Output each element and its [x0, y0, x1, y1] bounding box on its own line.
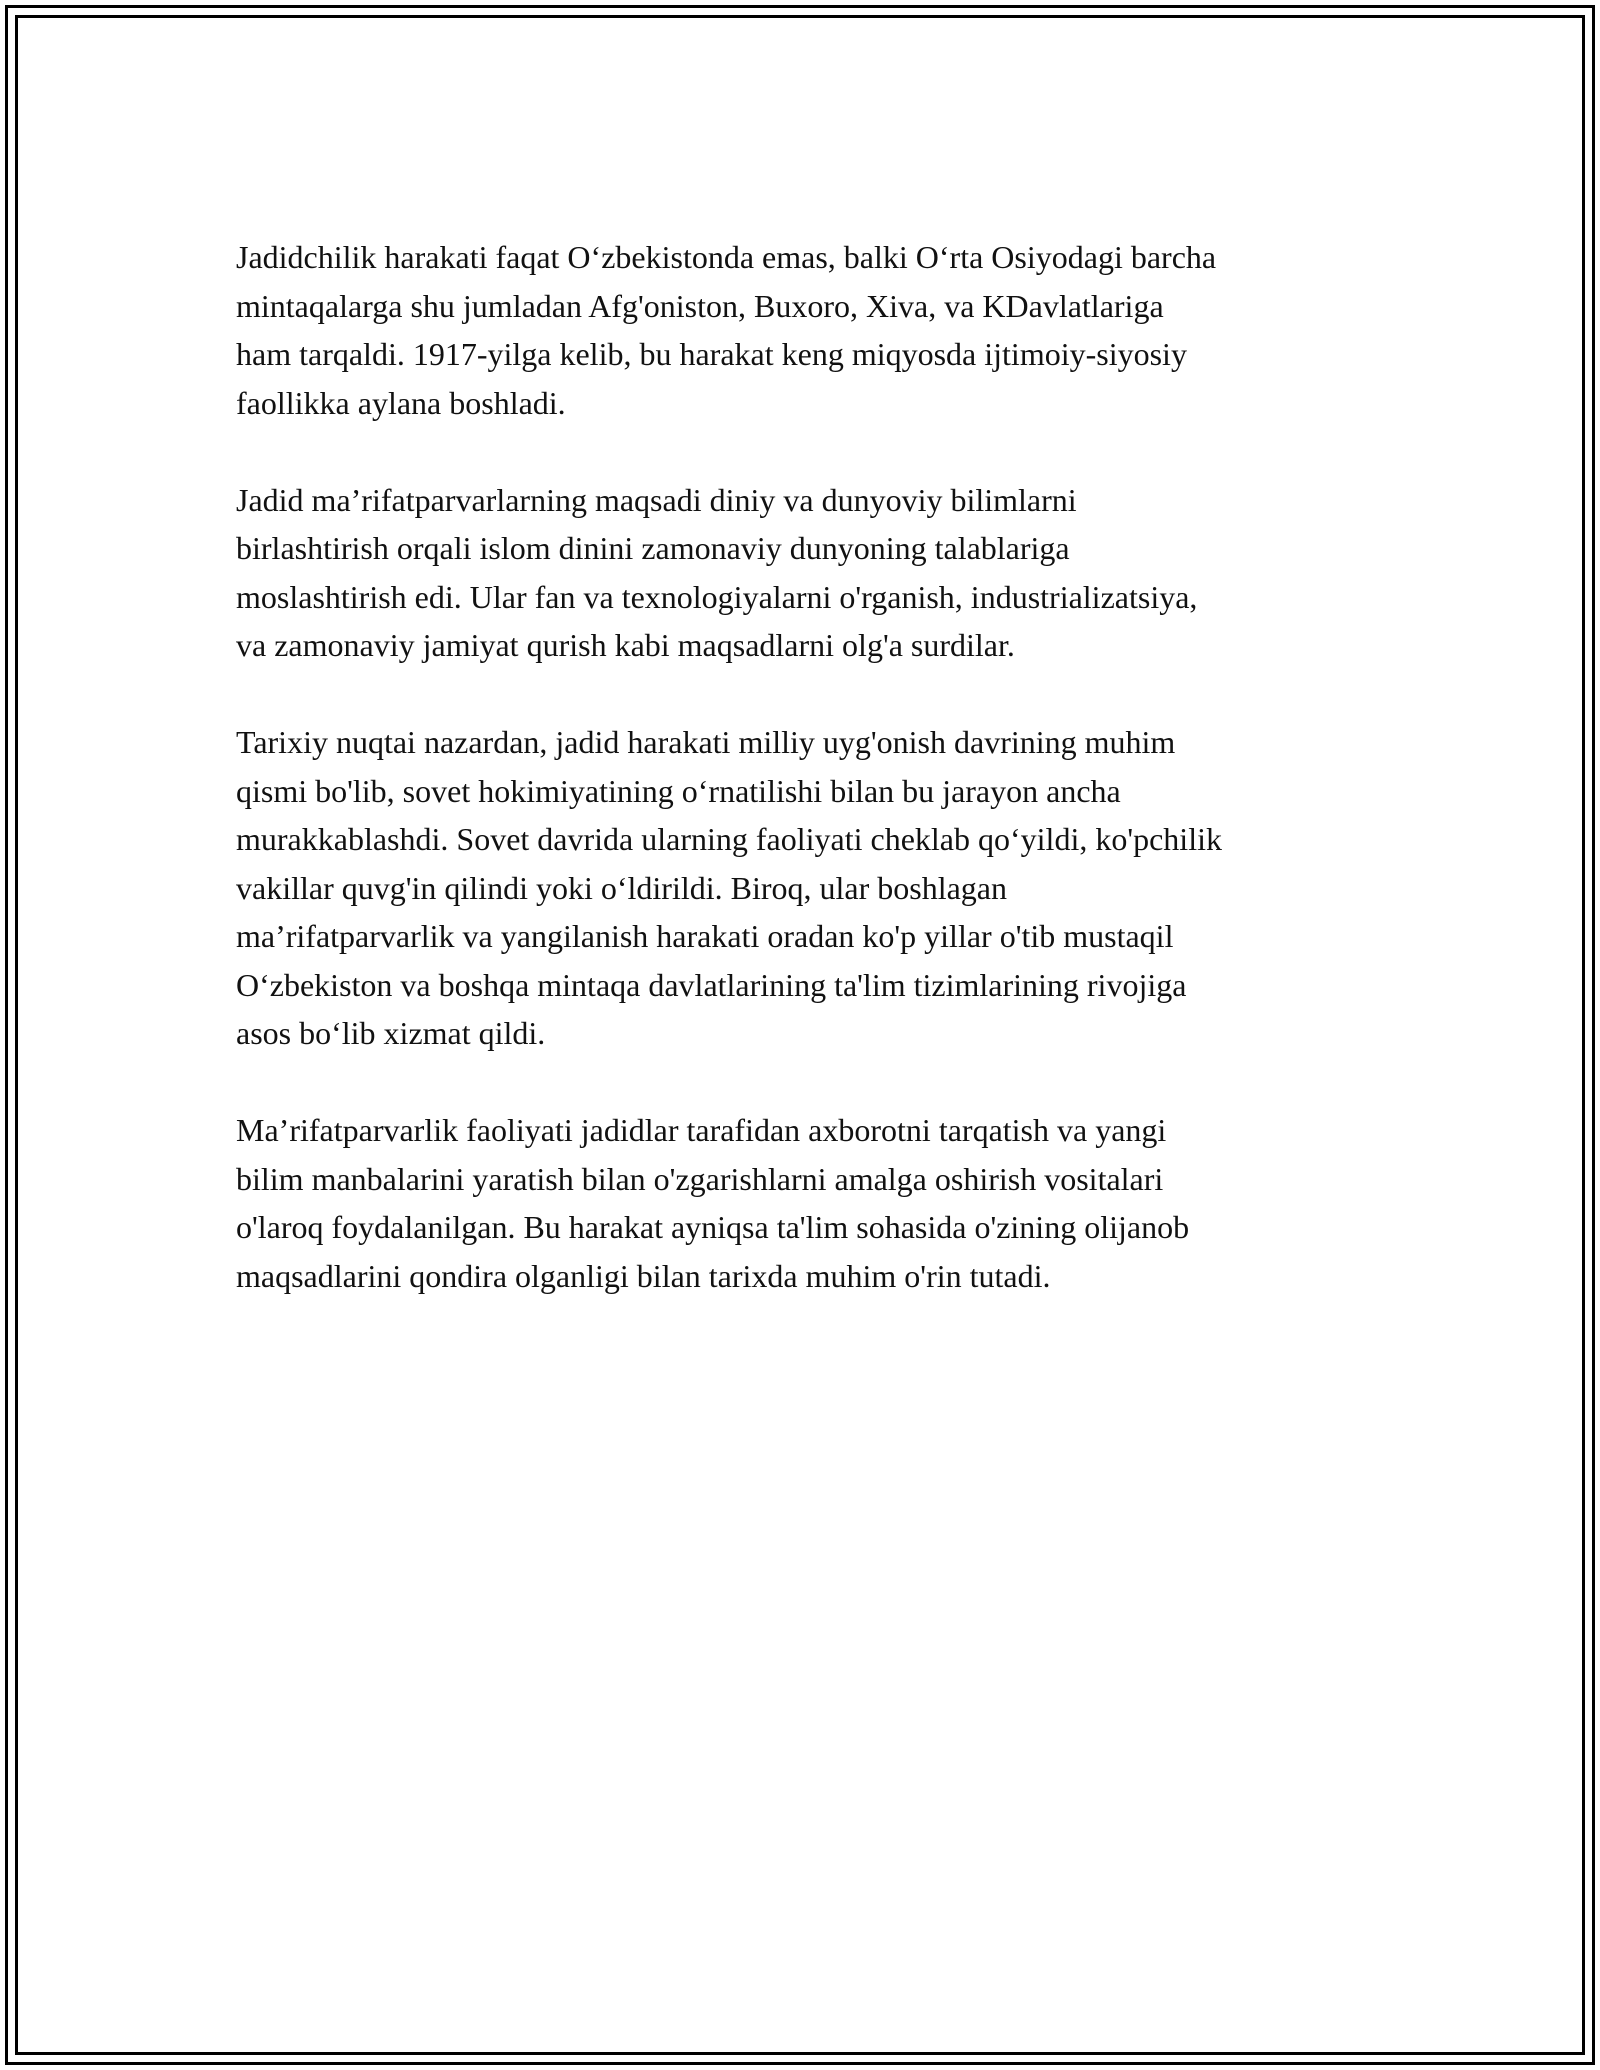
paragraph-line: ham tarqaldi. 1917-yilga kelib, bu harakat keng miqyosda ijtimoiy-siyosiy	[236, 336, 1187, 372]
paragraph-4	[236, 1106, 1396, 1300]
paragraph-line: moslashtirish edi. Ular fan va texnologiyalarni o'rganish, industrializatsiya,	[236, 578, 1198, 615]
paragraph-line: ma’rifatparvarlik va yangilanish harakati oradan ko'p yillar o'tib mustaqil	[236, 918, 1174, 954]
paragraph-3	[236, 718, 1396, 1058]
paragraph-line: qismi bo'lib, sovet hokimiyatining o‘rnatilishi bilan bu jarayon ancha	[236, 772, 1121, 809]
paragraph-1	[236, 233, 1396, 427]
paragraph-line: Jadid ma’rifatparvarlarning maqsadi diniy va dunyoviy bilimlarni	[236, 481, 1077, 518]
paragraph-line: bilim manbalarini yaratish bilan o'zgarishlarni amalga oshirish vositalari	[236, 1160, 1164, 1197]
paragraph-line: mintaqalarga shu jumladan Afg'oniston, Buxoro, Xiva, va KDavlatlariga	[236, 287, 1164, 324]
paragraph-line: Ma’rifatparvarlik faoliyati jadidlar tarafidan axborotni tarqatish va yangi	[236, 1112, 1167, 1148]
paragraph-line: murakkablashdi. Sovet davrida ularning faoliyati cheklab qo‘yildi, ko'pchilik	[236, 821, 1222, 857]
paragraph-line: Jadidchilik harakati faqat O‘zbekistonda emas, balki O‘rta Osiyodagi barcha	[236, 239, 1217, 275]
paragraph-line: asos bo‘lib xizmat qildi.	[236, 1015, 546, 1051]
paragraph-line: o'laroq foydalanilgan. Bu harakat ayniqsa ta'lim sohasida o'zining olijanob	[236, 1209, 1190, 1245]
paragraph-line: faollikka aylana boshladi.	[236, 384, 566, 421]
paragraph-line: Tarixiy nuqtai nazardan, jadid harakati milliy uyg'onish davrining muhim	[236, 724, 1176, 760]
paragraph-line: birlashtirish orqali islom dinini zamonaviy dunyoning talablariga	[236, 530, 1070, 566]
paragraph-2	[236, 476, 1396, 670]
paragraph-line: va zamonaviy jamiyat qurish kabi maqsadlarni olg'a surdilar.	[236, 627, 1015, 663]
paragraph-line: vakillar quvg'in qilindi yoki o‘ldirildi. Biroq, ular boshlagan	[236, 869, 1007, 906]
paragraph-line: O‘zbekiston va boshqa mintaqa davlatlarining ta'lim tizimlarining rivojiga	[236, 966, 1187, 1003]
document-body	[236, 233, 1396, 1349]
paragraph-line: maqsadlarini qondira olganligi bilan tarixda muhim o'rin tutadi.	[236, 1257, 1051, 1294]
